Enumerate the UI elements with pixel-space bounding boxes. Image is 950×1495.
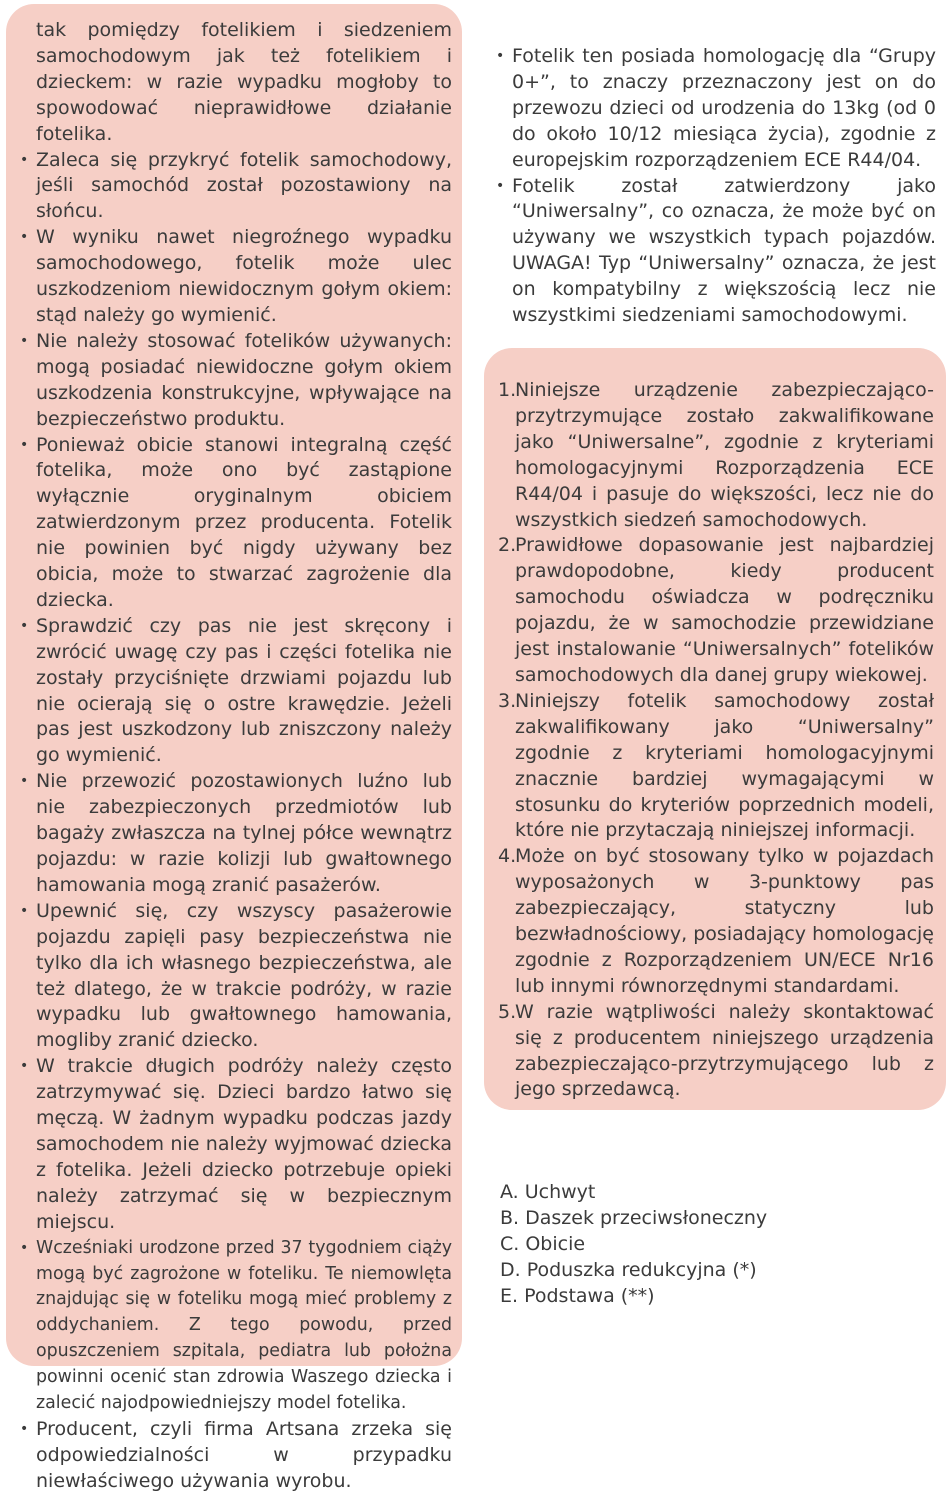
- item-number: 4.: [498, 845, 517, 868]
- part-label-c: C. Obicie: [500, 1232, 586, 1255]
- numbered-item: [498, 689, 934, 844]
- list-item: • Ponieważ obicie stanowi integralną część fotelika, może ono być zastąpione wyłącznie oryginalnym obiciem zatwierdzonym przez producenta. Fotelik nie powinien być nigdy używany bez obicia, może to stwarzać zagrożenie dla dziecka.: [20, 433, 452, 614]
- universal-notice-panel: [484, 348, 946, 1110]
- item-text: Prawidłowe dopasowanie jest najbardziej prawdopodobne, kiedy producent samochodu oświadcza w podręczniku pojazdu, że w samochodzie przewidziane jest instalowanie “Uniwersalnych” fotelików samochodowych dla danej grupy wiekowej.: [515, 534, 934, 686]
- list-item: • W wyniku nawet niegroźnego wypadku samochodowego, fotelik może ulec uszkodzeniom niewidocznym gołym okiem: stąd należy go wymienić.: [20, 225, 452, 329]
- item-number: 1.: [498, 379, 517, 401]
- list-item: • Fotelik ten posiada homologację dla “Grupy 0+”, to znaczy przeznaczony jest on do przewozu dzieci od urodzenia do 13kg (od 0 do około 10/12 miesiąca życia), zgodnie z europejskim rozporządzeniem ECE R44/04.: [496, 44, 936, 174]
- list-item: • Nie należy stosować fotelików używanych: mogą posiadać niewidoczne gołym okiem uszkodzenia konstrukcyjne, wpływające na bezpieczeństwo produktu.: [20, 329, 452, 433]
- numbered-item: [498, 378, 934, 533]
- list-item: • Nie przewozić pozostawionych luźno lub nie zabezpieczonych przedmiotów lub bagaży zwłaszcza na tylnej półce wewnątrz pojazdu: w razie kolizji lub gwałtownego hamowania mogą zranić pasażerów.: [20, 769, 452, 899]
- item-number: 3.: [498, 689, 517, 712]
- list-item: • Wcześniaki urodzone przed 37 tygodniem ciąży mogą być zagrożone w foteliku. Te niemowlęta znajdując się w foteliku mogą mieć problemy z oddychaniem. Z tego powodu, przed opuszczeniem szpitala, pediatra lub położna powinni ocenić stan zdrowia Waszego dziecka i zalecić najodpowiedniejszy model fotelika.: [20, 1236, 452, 1417]
- list-item: • Sprawdzić czy pas nie jest skręcony i zwrócić uwagę czy pas i części fotelika nie zostały przyciśnięte drzwiami pojazdu lub nie ocierają się o ostre krawędzie. Jeżeli pas jest uszkodzony lub zniszczony należy go wymienić.: [20, 614, 452, 769]
- homologation-list: [496, 44, 936, 329]
- numbered-item: [498, 1000, 934, 1104]
- part-label-d: D. Poduszka redukcyjna (*): [500, 1258, 757, 1281]
- part-label-a: A. Uchwyt: [500, 1181, 596, 1203]
- item-number: 2.: [498, 534, 517, 557]
- numbered-item: [498, 844, 934, 999]
- left-warnings-list: [20, 148, 452, 1495]
- parts-legend: [500, 1180, 767, 1310]
- item-number: 5.: [498, 1000, 517, 1023]
- intro-paragraph: tak pomiędzy fotelikiem i siedzeniem samochodowym jak też fotelikiem i dzieckem: w razie wypadku mogłoby to spowodować nieprawidłowe działanie fotelika.: [36, 19, 452, 145]
- notice-numbered-list: [498, 378, 934, 1103]
- list-item: • Zaleca się przykryć fotelik samochodowy, jeśli samochód został pozostawiony na słońcu.: [20, 148, 452, 226]
- part-label-e: E. Podstawa (**): [500, 1284, 655, 1307]
- numbered-item: [498, 533, 934, 688]
- item-text: Niniejszy fotelik samochodowy został zakwalifikowany jako “Uniwersalny” zgodnie z kryteriami homologacyjnymi znacznie bardziej wymagającymi w stosunku do kryteriów poprzednich modeli, które nie przytaczają niniejszej informacji.: [515, 689, 934, 842]
- list-item: • W trakcie długich podróży należy często zatrzymywać się. Dzieci bardzo łatwo się męczą. W żadnym wypadku podczas jazdy samochodem nie należy wyjmować dziecka z fotelika. Jeżeli dziecko potrzebuje opieki należy zatrzymać się w bezpiecznym miejscu.: [20, 1054, 452, 1235]
- part-label-b: B. Daszek przeciwsłoneczny: [500, 1206, 768, 1229]
- list-item: • Upewnić się, czy wszyscy pasażerowie pojazdu zapięli pasy bezpieczeństwa nie tylko dla ich własnego bezpieczeństwa, ale też dlatego, że w trakcie podróży, w razie wypadku lub gwałtownego hamowania, mogliby zranić dziecko.: [20, 899, 452, 1054]
- list-item: • Fotelik został zatwierdzony jako “Uniwersalny”, co oznacza, że może być on używany we wszystkich typach pojazdów. UWAGA! Typ “Uniwersalny” oznacza, że jest on kompatybilny z większością lecz nie wszystkimi siedzeniami samochodowymi.: [496, 174, 936, 329]
- list-item: • Producent, czyli firma Artsana zrzeka się odpowiedzialności w przypadku niewłaściwego używania wyrobu.: [20, 1417, 452, 1495]
- item-text: W razie wątpliwości należy skontaktować się z producentem niniejszego urządzenia zabezpieczająco-przytrzymującego lub z jego sprzedawcą.: [515, 1000, 934, 1101]
- item-text: Może on być stosowany tylko w pojazdach wyposażonych w 3-punktowy pas zabezpieczający, statyczny lub bezwładnościowy, posiadający homologację zgodnie z Rozporządzeniem UN/ECE Nr16 lub innymi równorzędnymi standardami.: [515, 845, 934, 997]
- item-text: Niniejsze urządzenie zabezpieczająco-przytrzymujące zostało zakwalifikowane jako “Uniwersalne”, zgodnie z kryteriami homologacyjnymi Rozporządzenia ECE R44/04 i pasuje do większości, lecz nie do wszystkich siedzeń samochodowych.: [515, 379, 934, 531]
- left-warnings-panel: [6, 4, 462, 1492]
- homologation-info: [496, 44, 936, 329]
